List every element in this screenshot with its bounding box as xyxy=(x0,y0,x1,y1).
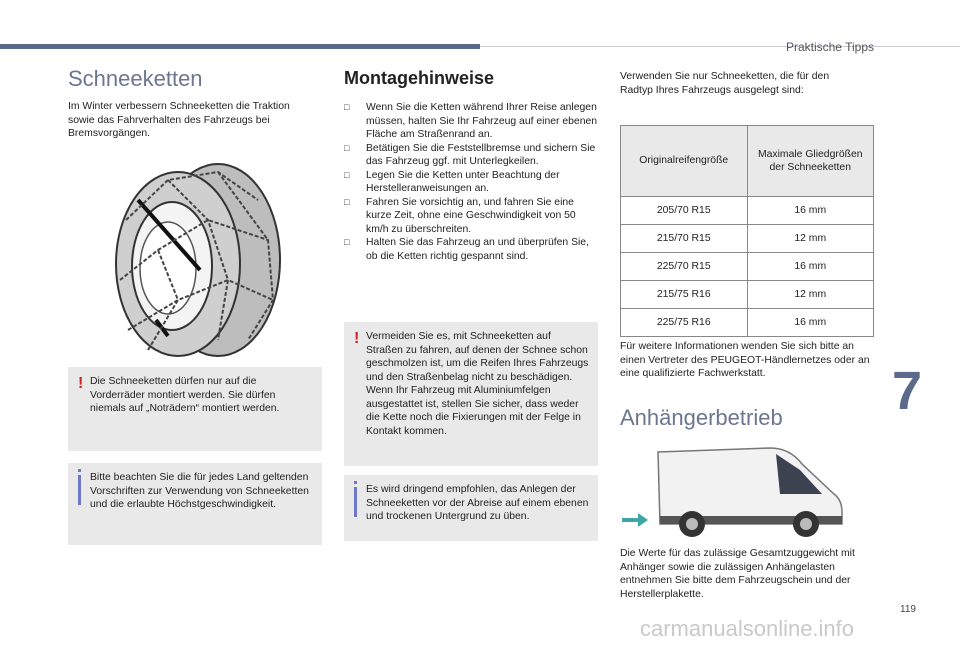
link-size-cell: 16 mm xyxy=(747,197,874,225)
tire-size-cell: 225/70 R15 xyxy=(621,253,748,281)
info-icon xyxy=(354,487,357,517)
watermark: carmanualsonline.info xyxy=(640,616,855,641)
top-accent-bar xyxy=(0,44,480,49)
tire-size-cell: 225/75 R16 xyxy=(621,309,748,337)
warning-text: Die Schneeketten dürfen nur auf die Vorderräder montiert werden. Sie dürfen niemals auf „Noträdern“ montiert werden. xyxy=(90,376,280,414)
top-rule xyxy=(480,46,960,47)
dealer-note: Für weitere Informationen wenden Sie sich bitte an einen Vertreter des PEUGEOT-Händlernetzes oder an eine qualifizierte Fachwerkstatt. xyxy=(620,341,870,379)
tire-size-cell: 205/70 R15 xyxy=(621,197,748,225)
warning-text: Vermeiden Sie es, mit Schneeketten auf Straßen zu fahren, auf denen der Schnee schon geschmolzen ist, um die Reifen Ihres Fahrzeugs und den Straßenbelag nicht zu beschädigen. Wenn Ihr Fahrzeug mit Aluminiumfelgen ausgestattet ist, stellen Sie sicher, dass weder die Kette noch die Fixierungen mit der Felge in Kontakt kommen. xyxy=(366,331,589,437)
list-item: □ Legen Sie die Ketten unter Beachtung der Herstelleranweisungen an. xyxy=(344,169,598,196)
warning-icon: ! xyxy=(354,330,360,347)
link-size-cell: 16 mm xyxy=(747,253,874,281)
info-text: Es wird dringend empfohlen, das Anlegen der Schneeketten vor der Abreise auf einem ebenen und trockenen Untergrund zu üben. xyxy=(366,484,589,522)
info-icon xyxy=(78,475,81,505)
chain-size-table xyxy=(620,125,874,337)
chain-type-intro: Verwenden Sie nur Schneeketten, die für den Radtyp Ihres Fahrzeugs ausgelegt sind: xyxy=(620,71,830,96)
column-header-link-size: Maximale Gliedgrößen der Schneeketten xyxy=(747,126,874,197)
link-size-cell: 16 mm xyxy=(747,309,874,337)
table-row xyxy=(621,225,874,253)
tire-size-cell: 215/70 R15 xyxy=(621,225,748,253)
section-header: Praktische Tipps xyxy=(785,40,874,54)
table-row xyxy=(621,197,874,225)
warning-box-melted-snow xyxy=(344,322,598,466)
table-row xyxy=(621,309,874,337)
page-number: 119 xyxy=(900,604,916,615)
list-item: □ Fahren Sie vorsichtig an, und fahren Sie eine kurze Zeit, ohne eine Geschwindigkeit von 50 km/h zu überschreiten. xyxy=(344,196,598,237)
info-box-practice xyxy=(344,475,598,541)
table-row xyxy=(621,281,874,309)
mounting-tips-list xyxy=(344,101,598,263)
list-item: □ Betätigen Sie die Feststellbremse und sichern Sie das Fahrzeug ggf. mit Unterlegkeilen. xyxy=(344,142,598,169)
trailer-title: Anhängerbetrieb xyxy=(620,405,783,430)
table-header-row xyxy=(621,126,874,197)
link-size-cell: 12 mm xyxy=(747,281,874,309)
info-box-regulations xyxy=(68,463,322,545)
chapter-number: 7 xyxy=(892,361,923,421)
warning-box-front-wheels xyxy=(68,367,322,451)
van-illustration xyxy=(620,440,860,540)
tire-size-cell: 215/75 R16 xyxy=(621,281,748,309)
snow-chains-title: Schneeketten xyxy=(68,66,203,91)
info-text: Bitte beachten Sie die für jedes Land geltenden Vorschriften zur Verwendung von Schneeketten und die erlaubte Höchstgeschwindigkeit. xyxy=(90,472,309,510)
list-item: □ Wenn Sie die Ketten während Ihrer Reise anlegen müssen, halten Sie Ihr Fahrzeug auf einer ebenen Fläche am Straßenrand an. xyxy=(344,101,598,142)
mounting-tips-title: Montagehinweise xyxy=(344,68,495,88)
trailer-text: Die Werte für das zulässige Gesamtzuggewicht mit Anhänger sowie die zulässigen Anhängelasten entnehmen Sie bitte dem Fahrzeugschein und der Herstellerplakette. xyxy=(620,548,855,600)
snow-chains-intro: Im Winter verbessern Schneeketten die Traktion sowie das Fahrverhalten des Fahrzeugs bei Bremsvorgängen. xyxy=(68,101,290,139)
column-header-tire-size: Originalreifengröße xyxy=(621,126,748,197)
list-item: □ Halten Sie das Fahrzeug an und überprüfen Sie, ob die Ketten richtig gespannt sind. xyxy=(344,236,598,263)
link-size-cell: 12 mm xyxy=(747,225,874,253)
snow-chain-wheel-illustration xyxy=(108,160,288,360)
warning-icon: ! xyxy=(78,375,84,392)
table-row xyxy=(621,253,874,281)
